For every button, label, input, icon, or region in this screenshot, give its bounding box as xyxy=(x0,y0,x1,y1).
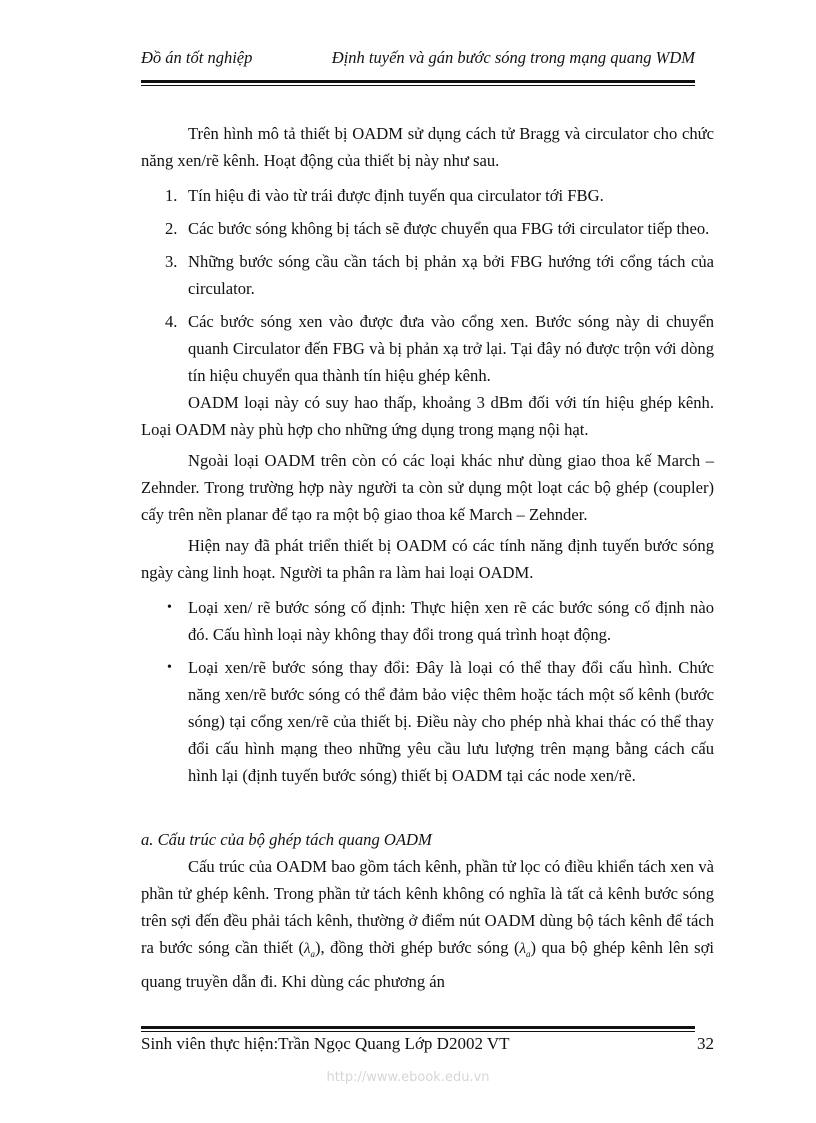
step-number: 2. xyxy=(165,219,178,238)
mach-zehnder-paragraph: Ngoài loại OADM trên còn có các loại khác như dùng giao thoa kế March – Zehnder. Trong trường hợp này người ta còn sử dụng một loạt các bộ ghép (coupler) cấy trên nền planar để tạo ra một bộ giao thoa kế March – Zehnder. xyxy=(141,451,714,524)
footer-rule-thick xyxy=(141,1026,695,1029)
list-item xyxy=(141,654,714,789)
step-text: Những bước sóng cầu cần tách bị phản xạ bởi FBG hướng tới cổng tách của circulator. xyxy=(188,252,714,298)
bullet-text: Loại xen/ rẽ bước sóng cố định: Thực hiện xen rẽ các bước sóng cố định nào đó. Cấu hình loại này không thay đổi trong quá trình hoạt động. xyxy=(188,598,714,644)
bullet-text: Loại xen/rẽ bước sóng thay đổi: Đây là loại có thể thay đổi cấu hình. Chức năng xen/rẽ bước sóng có thể đảm bảo việc thêm hoặc tách một số kênh (bước sóng) tại cổng xen/rẽ của thiết bị. Điều này cho phép nhà khai thác có thể thay đổi cấu hình mạng theo những yêu cầu lưu lượng trên mạng bằng cách cấu hình lại (định tuyến bước sóng) thiết bị OADM tại các node xen/rẽ. xyxy=(188,658,714,785)
structure-paragraph xyxy=(141,853,714,995)
step-text: Tín hiệu đi vào từ trái được định tuyến qua circulator tới FBG. xyxy=(188,186,604,205)
header-right-title: Định tuyến và gán bước sóng trong mạng quang WDM xyxy=(331,48,695,67)
page-header xyxy=(141,48,695,72)
list-item xyxy=(141,248,714,302)
structure-text-1: Cấu trúc của OADM bao gồm tách kênh, phần tử lọc có điều khiển tách xen và phần tử ghép kênh. Trong phần tử tách kênh không có nghĩa là tất cả kênh bước sóng trên sợi đến đều phải tách kênh, thường ở điểm nút OADM dùng bộ tách kênh để tách ra bước sóng cần thiết ( xyxy=(141,857,714,957)
page-number: 32 xyxy=(697,1034,714,1053)
oadm-types-list xyxy=(141,594,714,789)
loss-paragraph: OADM loại này có suy hao thấp, khoảng 3 dBm đối với tín hiệu ghép kênh. Loại OADM này phù hợp cho những ứng dụng trong mạng nội hạt. xyxy=(141,393,714,439)
structure-text-2: ), đồng thời ghép bước sóng ( xyxy=(315,938,520,957)
bullet-mark: • xyxy=(167,660,172,675)
list-item xyxy=(141,215,714,242)
intro-paragraph: Trên hình mô tả thiết bị OADM sử dụng cách tử Bragg và circulator cho chức năng xen/rẽ kênh. Hoạt động của thiết bị này như sau. xyxy=(141,124,714,170)
page-body xyxy=(141,120,714,995)
header-left-title: Đồ án tốt nghiệp xyxy=(141,48,253,67)
section-title: a. Cấu trúc của bộ ghép tách quang OADM xyxy=(141,830,432,849)
footer-author: Sinh viên thực hiện:Trần Ngọc Quang Lớp D2002 VT xyxy=(141,1034,510,1053)
list-item xyxy=(141,308,714,389)
step-text: Các bước sóng không bị tách sẽ được chuyển qua FBG tới circulator tiếp theo. xyxy=(188,219,710,238)
step-number: 4. xyxy=(165,312,178,331)
lambda-symbol: $\lambda_a$ xyxy=(304,941,316,959)
header-rule-thick xyxy=(141,80,695,83)
watermark-link[interactable]: http://www.ebook.edu.vn xyxy=(326,1070,490,1085)
bullet-mark: • xyxy=(167,600,172,615)
step-number: 3. xyxy=(165,252,178,271)
header-rule-thin xyxy=(141,85,695,86)
list-item xyxy=(141,182,714,209)
footer-rule-thin xyxy=(141,1031,695,1032)
steps-list xyxy=(141,182,714,389)
step-text: Các bước sóng xen vào được đưa vào cổng xen. Bước sóng này di chuyển quanh Circulator đến FBG và bị phản xạ trở lại. Tại đây nó được trộn với dòng tín hiệu chuyển qua thành tín hiệu ghép kênh. xyxy=(188,312,714,385)
step-number: 1. xyxy=(165,186,178,205)
lambda-symbol: $\lambda_a$ xyxy=(519,941,531,959)
list-item xyxy=(141,594,714,648)
structure-text-3: ) qua bộ ghép kênh lên sợi quang truyền dẫn đi. Khi dùng các phương án xyxy=(141,938,714,991)
types-intro-paragraph: Hiện nay đã phát triển thiết bị OADM có các tính năng định tuyến bước sóng ngày càng linh hoạt. Người ta phân ra làm hai loại OADM. xyxy=(141,536,714,582)
